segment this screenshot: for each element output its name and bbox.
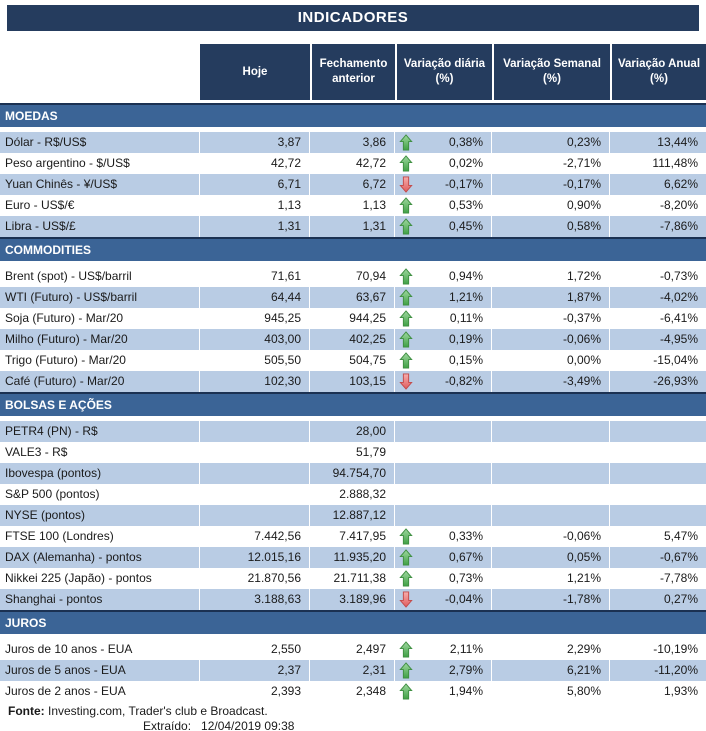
table-row (0, 660, 706, 681)
cell-label: Brent (spot) - US$/barril (0, 266, 200, 287)
cell-label: Peso argentino - $/US$ (0, 153, 200, 174)
table-row (0, 308, 706, 329)
cell-variacao-semanal: 1,21% (492, 568, 610, 589)
cell-label: Shanghai - pontos (0, 589, 200, 610)
variacao-diaria-value: -0,82% (444, 374, 483, 388)
up-arrow-icon (399, 268, 413, 285)
cell-variacao-diaria (395, 547, 492, 568)
extracted-label: Extraído: (143, 719, 192, 731)
cell-fechamento: 70,94 (310, 266, 395, 287)
down-arrow-icon (399, 373, 413, 390)
cell-fechamento: 1,31 (310, 216, 395, 237)
cell-variacao-semanal (492, 463, 610, 484)
up-arrow-icon (399, 352, 413, 369)
cell-fechamento: 504,75 (310, 350, 395, 371)
cell-label: S&P 500 (pontos) (0, 484, 200, 505)
cell-fechamento: 2.888,32 (310, 484, 395, 505)
up-arrow-icon (399, 641, 413, 658)
cell-hoje: 2,550 (200, 639, 310, 660)
variacao-diaria-value: -0,04% (444, 592, 483, 606)
table-row (0, 132, 706, 153)
cell-label: NYSE (pontos) (0, 505, 200, 526)
cell-fechamento: 7.417,95 (310, 526, 395, 547)
cell-variacao-semanal (492, 505, 610, 526)
up-arrow-icon (399, 570, 413, 587)
header-variacao-semanal: Variação Semanal (%) (492, 44, 610, 100)
cell-hoje: 505,50 (200, 350, 310, 371)
cell-fechamento: 103,15 (310, 371, 395, 392)
up-arrow-icon (399, 310, 413, 327)
cell-hoje: 945,25 (200, 308, 310, 329)
cell-hoje: 7.442,56 (200, 526, 310, 547)
table-row (0, 421, 706, 442)
cell-variacao-semanal: 2,29% (492, 639, 610, 660)
cell-fechamento: 63,67 (310, 287, 395, 308)
cell-label: Yuan Chinês - ¥/US$ (0, 174, 200, 195)
cell-variacao-anual: -7,86% (610, 216, 706, 237)
cell-variacao-diaria (395, 371, 492, 392)
cell-variacao-diaria (395, 526, 492, 547)
up-arrow-icon (399, 528, 413, 545)
variacao-diaria-value: 1,94% (448, 684, 483, 698)
cell-fechamento: 42,72 (310, 153, 395, 174)
cell-fechamento: 1,13 (310, 195, 395, 216)
cell-variacao-diaria (395, 681, 492, 702)
cell-fechamento: 402,25 (310, 329, 395, 350)
cell-label: Nikkei 225 (Japão) - pontos (0, 568, 200, 589)
variacao-diaria-value: 0,67% (448, 550, 483, 564)
cell-variacao-anual: 5,47% (663, 529, 698, 543)
cell-hoje: 64,44 (200, 287, 310, 308)
variacao-diaria-value: 0,15% (448, 353, 483, 367)
table-row (0, 329, 706, 350)
cell-variacao-diaria (395, 329, 492, 350)
table-row (0, 350, 706, 371)
cell-variacao-semanal: -0,06% (492, 526, 610, 547)
variacao-diaria-value: 0,33% (448, 529, 483, 543)
cell-label: Juros de 10 anos - EUA (0, 639, 200, 660)
header-hoje: Hoje (200, 44, 310, 100)
cell-variacao-anual: 111,48% (652, 156, 698, 170)
cell-hoje: 1,31 (200, 216, 310, 237)
variacao-diaria-value: 0,45% (448, 219, 483, 233)
cell-hoje: 42,72 (200, 153, 310, 174)
cell-hoje: 403,00 (200, 329, 310, 350)
table-row (0, 442, 706, 463)
cell-hoje: 3,87 (200, 132, 310, 153)
cell-label: WTI (Futuro) - US$/barril (0, 287, 200, 308)
cell-variacao-anual: 1,93% (663, 684, 698, 698)
extracted-datetime: 12/04/2019 09:38 (201, 719, 295, 731)
cell-variacao-anual: 6,62% (610, 174, 706, 195)
up-arrow-icon (399, 662, 413, 679)
cell-variacao-semanal: 6,21% (492, 660, 610, 681)
cell-fechamento: 51,79 (310, 442, 395, 463)
table-row (0, 568, 706, 589)
section-header-1: COMMODITIES (0, 237, 706, 261)
cell-label: Juros de 2 anos - EUA (0, 681, 200, 702)
cell-variacao-diaria (395, 287, 492, 308)
cell-variacao-diaria (395, 153, 492, 174)
cell-variacao-diaria (395, 266, 492, 287)
footer-extracted (143, 719, 706, 731)
up-arrow-icon (399, 155, 413, 172)
cell-variacao-anual: -4,95% (610, 329, 706, 350)
header-variacao-anual: Variação Anual (%) (610, 44, 706, 100)
up-arrow-icon (399, 197, 413, 214)
cell-variacao-diaria (395, 132, 492, 153)
variacao-diaria-value: 0,02% (448, 156, 483, 170)
variacao-diaria-value: 0,73% (448, 571, 483, 585)
cell-variacao-anual: -11,20% (610, 660, 706, 681)
cell-variacao-anual: -10,19% (653, 642, 698, 656)
cell-label: Soja (Futuro) - Mar/20 (0, 308, 200, 329)
cell-variacao-anual: -8,20% (659, 198, 698, 212)
cell-label: Café (Futuro) - Mar/20 (0, 371, 200, 392)
cell-variacao-semanal: 0,23% (492, 132, 610, 153)
variacao-diaria-value: 0,11% (449, 311, 483, 325)
cell-variacao-diaria (395, 442, 492, 463)
cell-fechamento: 2,348 (310, 681, 395, 702)
cell-variacao-diaria (395, 195, 492, 216)
table-row (0, 526, 706, 547)
cell-hoje: 21.870,56 (200, 568, 310, 589)
cell-variacao-diaria (395, 308, 492, 329)
cell-variacao-semanal: -2,71% (492, 153, 610, 174)
cell-fechamento: 3,86 (310, 132, 395, 153)
cell-label: FTSE 100 (Londres) (0, 526, 200, 547)
cell-fechamento: 2,497 (310, 639, 395, 660)
table-row (0, 484, 706, 505)
cell-hoje: 102,30 (200, 371, 310, 392)
source-label: Fonte: (8, 704, 45, 718)
cell-variacao-diaria (395, 660, 492, 681)
cell-fechamento: 21.711,38 (310, 568, 395, 589)
source-text: Investing.com, Trader's club e Broadcast. (48, 704, 268, 718)
up-arrow-icon (399, 218, 413, 235)
up-arrow-icon (399, 331, 413, 348)
cell-fechamento: 6,72 (310, 174, 395, 195)
cell-variacao-semanal: -0,37% (492, 308, 610, 329)
variacao-diaria-value: 0,38% (448, 135, 483, 149)
table-row (0, 287, 706, 308)
page-title: INDICADORES (7, 5, 699, 31)
variacao-diaria-value: 0,94% (448, 269, 483, 283)
cell-hoje (200, 442, 310, 463)
cell-variacao-semanal: 1,87% (492, 287, 610, 308)
table-row (0, 639, 706, 660)
footer-source (8, 704, 706, 719)
cell-variacao-diaria (395, 350, 492, 371)
cell-variacao-diaria (395, 216, 492, 237)
cell-variacao-semanal (492, 484, 610, 505)
variacao-diaria-value: 2,79% (448, 663, 483, 677)
table-row (0, 371, 706, 392)
up-arrow-icon (399, 289, 413, 306)
cell-variacao-anual: -0,67% (610, 547, 706, 568)
table-row (0, 153, 706, 174)
cell-variacao-diaria (395, 639, 492, 660)
cell-variacao-anual: -6,41% (659, 311, 698, 325)
cell-label: PETR4 (PN) - R$ (0, 421, 200, 442)
cell-fechamento: 28,00 (310, 421, 395, 442)
cell-variacao-anual: 13,44% (610, 132, 706, 153)
cell-variacao-semanal (492, 442, 610, 463)
cell-label: DAX (Alemanha) - pontos (0, 547, 200, 568)
cell-fechamento: 12.887,12 (310, 505, 395, 526)
table-row (0, 195, 706, 216)
up-arrow-icon (399, 549, 413, 566)
table-row (0, 174, 706, 195)
variacao-diaria-value: 0,53% (448, 198, 483, 212)
cell-variacao-semanal: -0,06% (492, 329, 610, 350)
cell-hoje: 3.188,63 (200, 589, 310, 610)
table-row (0, 681, 706, 702)
cell-variacao-diaria (395, 174, 492, 195)
cell-hoje: 12.015,16 (200, 547, 310, 568)
down-arrow-icon (399, 176, 413, 193)
cell-variacao-anual: -4,02% (610, 287, 706, 308)
variacao-diaria-value: 2,11% (449, 642, 483, 656)
cell-hoje (200, 421, 310, 442)
cell-variacao-semanal (492, 421, 610, 442)
cell-variacao-anual (610, 463, 706, 484)
section-header-2: BOLSAS E AÇÕES (0, 392, 706, 416)
cell-variacao-diaria (395, 463, 492, 484)
table-row (0, 589, 706, 610)
section-header-0: MOEDAS (0, 103, 706, 127)
cell-variacao-anual (610, 442, 706, 463)
indicators-table (0, 103, 706, 702)
cell-variacao-diaria (395, 589, 492, 610)
variacao-diaria-value: 1,21% (448, 290, 483, 304)
cell-variacao-semanal: 0,58% (492, 216, 610, 237)
cell-fechamento: 2,31 (310, 660, 395, 681)
cell-hoje (200, 505, 310, 526)
cell-variacao-semanal: 0,05% (492, 547, 610, 568)
cell-variacao-anual: -15,04% (653, 353, 698, 367)
up-arrow-icon (399, 683, 413, 700)
cell-fechamento: 944,25 (310, 308, 395, 329)
cell-label: Juros de 5 anos - EUA (0, 660, 200, 681)
cell-label: Ibovespa (pontos) (0, 463, 200, 484)
cell-variacao-semanal: 5,80% (492, 681, 610, 702)
down-arrow-icon (399, 591, 413, 608)
cell-label: VALE3 - R$ (0, 442, 200, 463)
table-row (0, 463, 706, 484)
cell-label: Milho (Futuro) - Mar/20 (0, 329, 200, 350)
table-row (0, 266, 706, 287)
cell-variacao-anual (610, 484, 706, 505)
cell-variacao-diaria (395, 505, 492, 526)
cell-variacao-anual (610, 505, 706, 526)
cell-variacao-anual: -7,78% (659, 571, 698, 585)
cell-hoje (200, 463, 310, 484)
cell-label: Dólar - R$/US$ (0, 132, 200, 153)
cell-variacao-semanal: 0,90% (492, 195, 610, 216)
cell-hoje: 2,393 (200, 681, 310, 702)
table-row (0, 216, 706, 237)
cell-variacao-anual: -26,93% (610, 371, 706, 392)
cell-variacao-diaria (395, 421, 492, 442)
cell-label: Euro - US$/€ (0, 195, 200, 216)
cell-variacao-anual: -0,73% (659, 269, 698, 283)
table-row (0, 547, 706, 568)
cell-hoje: 6,71 (200, 174, 310, 195)
header-fechamento: Fechamento anterior (310, 44, 395, 100)
cell-hoje (200, 484, 310, 505)
cell-fechamento: 3.189,96 (310, 589, 395, 610)
variacao-diaria-value: 0,19% (448, 332, 483, 346)
cell-fechamento: 11.935,20 (310, 547, 395, 568)
column-header (0, 44, 706, 100)
variacao-diaria-value: -0,17% (444, 177, 483, 191)
cell-variacao-semanal: 1,72% (492, 266, 610, 287)
section-header-3: JUROS (0, 610, 706, 634)
up-arrow-icon (399, 134, 413, 151)
cell-label: Libra - US$/£ (0, 216, 200, 237)
cell-variacao-semanal: -1,78% (492, 589, 610, 610)
cell-variacao-semanal: -3,49% (492, 371, 610, 392)
table-footer (0, 702, 706, 731)
header-spacer (0, 44, 200, 100)
cell-hoje: 1,13 (200, 195, 310, 216)
cell-variacao-diaria (395, 484, 492, 505)
header-variacao-diaria: Variação diária (%) (395, 44, 492, 100)
cell-variacao-anual (610, 421, 706, 442)
table-row (0, 505, 706, 526)
cell-fechamento: 94.754,70 (310, 463, 395, 484)
cell-hoje: 71,61 (200, 266, 310, 287)
cell-variacao-anual: 0,27% (610, 589, 706, 610)
cell-variacao-semanal: -0,17% (492, 174, 610, 195)
cell-variacao-semanal: 0,00% (492, 350, 610, 371)
cell-hoje: 2,37 (200, 660, 310, 681)
cell-label: Trigo (Futuro) - Mar/20 (0, 350, 200, 371)
cell-variacao-diaria (395, 568, 492, 589)
